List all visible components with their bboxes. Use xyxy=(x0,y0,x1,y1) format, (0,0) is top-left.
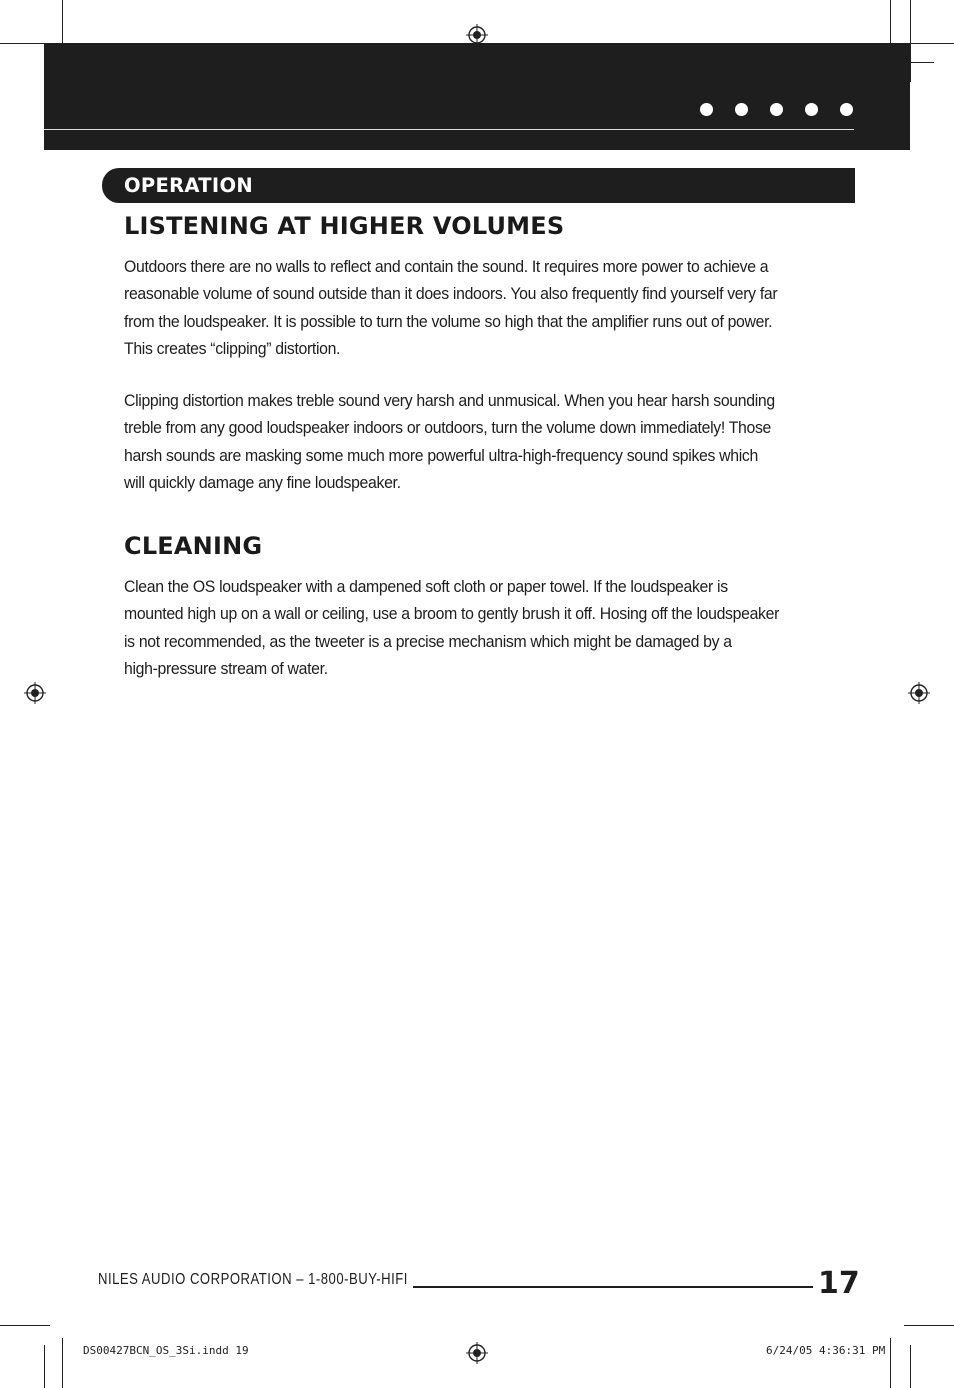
text-line: high-pressure stream of water. xyxy=(124,658,328,678)
section-heading-cleaning: CLEANING xyxy=(124,532,263,560)
text-line: treble from any good loudspeaker indoors or outdoors, turn the volume down immediately! Those xyxy=(124,418,772,438)
registration-mark-icon xyxy=(908,682,930,704)
text-line: Clipping distortion makes treble sound very harsh and unmusical. When you hear harsh sounding xyxy=(124,391,775,410)
footer-company: NILES AUDIO CORPORATION – 1-800-BUY-HIFI xyxy=(98,1271,408,1288)
text-line: Outdoors there are no walls to reflect and contain the sound. It requires more power to achieve a xyxy=(124,257,769,276)
dot-icon xyxy=(770,103,783,116)
footer-rule xyxy=(413,1286,813,1288)
text-line: This creates “clipping” distortion. xyxy=(124,338,341,358)
text-line: Clean the OS loudspeaker with a dampened soft cloth or paper towel. If the loudspeaker is xyxy=(124,577,728,596)
text-line: is not recommended, as the tweeter is a precise mechanism which might be damaged by a xyxy=(124,631,732,651)
crop-mark xyxy=(910,0,911,82)
section-label: OPERATION xyxy=(124,174,253,197)
crop-mark xyxy=(0,43,50,44)
crop-mark xyxy=(890,0,891,48)
slug-filename: DS00427BCN_OS_3Si.indd 19 xyxy=(83,1344,249,1357)
registration-mark-icon xyxy=(24,682,46,704)
page-dots xyxy=(700,103,853,116)
header-rule xyxy=(44,129,854,130)
paragraph xyxy=(124,387,812,496)
slug-datetime: 6/24/05 4:36:31 PM xyxy=(766,1344,886,1357)
crop-mark xyxy=(0,1325,50,1326)
crop-mark xyxy=(62,1338,63,1388)
text-line: mounted high up on a wall or ceiling, use a broom to gently brush it off. Hosing off the loudspeaker xyxy=(124,604,780,624)
dot-icon xyxy=(840,103,853,116)
text-line: harsh sounds are masking some much more powerful ultra-high-frequency sound spikes which xyxy=(124,445,758,465)
crop-mark xyxy=(44,1345,45,1388)
section-heading-listening: LISTENING AT HIGHER VOLUMES xyxy=(124,212,565,240)
paragraph xyxy=(124,253,812,362)
dot-icon xyxy=(735,103,748,116)
section-tab xyxy=(102,168,855,203)
dot-icon xyxy=(700,103,713,116)
crop-mark xyxy=(904,43,954,44)
crop-mark xyxy=(904,1325,954,1326)
crop-mark xyxy=(62,0,63,48)
text-line: reasonable volume of sound outside than it does indoors. You also frequently find yourself very far xyxy=(124,284,778,304)
header-band xyxy=(44,43,910,150)
registration-mark-icon xyxy=(466,1342,488,1364)
page-number: 17 xyxy=(818,1266,860,1301)
text-line: will quickly damage any fine loudspeaker. xyxy=(124,472,401,492)
dot-icon xyxy=(805,103,818,116)
crop-mark xyxy=(890,1338,891,1388)
paragraph xyxy=(124,573,812,682)
text-line: from the loudspeaker. It is possible to turn the volume so high that the amplifier runs out of power. xyxy=(124,311,773,331)
crop-mark xyxy=(910,1345,911,1388)
